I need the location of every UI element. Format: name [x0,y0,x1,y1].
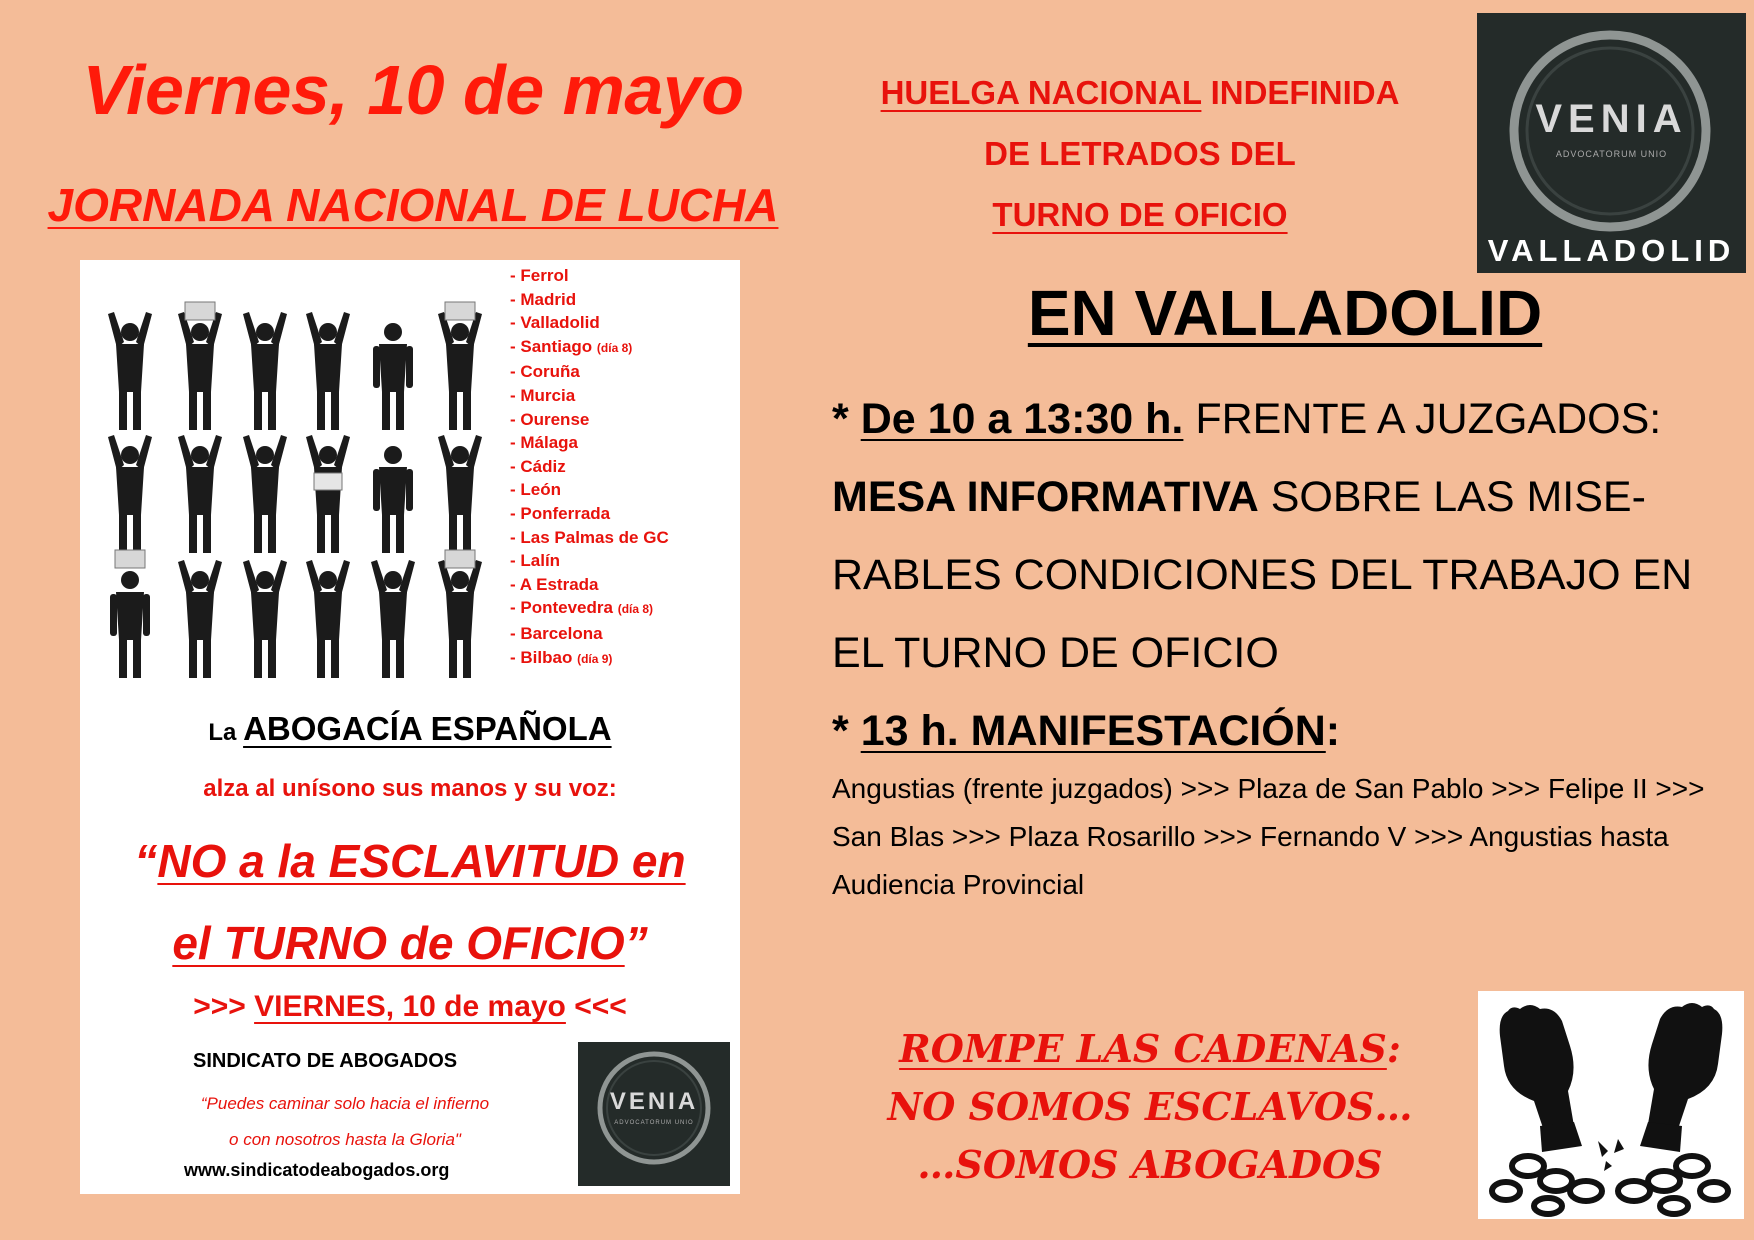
person-silhouette-icon [438,435,482,553]
city-name: - Ourense [510,409,590,429]
city-name: - León [510,480,561,500]
city-name: - Málaga [510,433,579,453]
quote-text-2: el TURNO de OFICIO [172,917,625,969]
abogacia-line [80,710,740,748]
quote-block [80,820,740,984]
person-silhouette-icon [438,550,482,678]
city-name: - Murcia [510,385,576,405]
city-item [510,622,669,646]
motto-line-1: “Puedes caminar solo hacia el infierno [200,1094,490,1113]
city-name: - Cádiz [510,456,566,476]
city-item [510,596,669,622]
small-logo-word: VENIA [609,1088,699,1115]
quote-open: “ [134,835,158,887]
alza-line: alza al unísono sus manos y su voz: [203,775,617,802]
logo-sub: ADVOCATORUM UNIO [1555,149,1668,159]
small-logo-sub: ADVOCATORUM UNIO [614,1120,694,1126]
venia-small-logo [578,1042,730,1186]
abog-main: ABOGACÍA ESPAÑOLA [243,710,612,747]
venia-valladolid-logo [1477,13,1746,273]
city-item [510,573,669,597]
person-silhouette-icon [178,435,222,553]
city-item [510,384,669,408]
person-silhouette-icon [110,550,150,678]
city-name: - Lalín [510,551,561,571]
mesa-informativa: MESA INFORMATIVA [832,473,1259,521]
city-item [510,455,669,479]
strike-line-1 [830,62,1450,123]
main-heading [1000,276,1570,350]
city-name: - Barcelona [510,623,603,643]
quote-line-2 [80,902,740,984]
time-range: De 10 a 13:30 h. [860,395,1184,443]
frente-juzgados: FRENTE A JUZGADOS: [1183,395,1662,443]
city-item [510,549,669,573]
route-line-2: San Blas >>> Plaza Rosarillo >>> Fernando V >>> Angustias hasta [832,821,1669,852]
sindicato: SINDICATO DE ABOGADOS [193,1050,458,1072]
strike-national: HUELGA NACIONAL [880,74,1202,111]
raised-hands-figures [80,260,500,680]
city-note: (día 8) [617,602,654,617]
slogan-colon: : [1386,1026,1401,1071]
logo-city: VALLADOLID [1487,233,1736,268]
city-name: - Madrid [510,289,577,309]
city-item [510,288,669,312]
city-name: - Valladolid [510,313,600,333]
city-note: (día 8) [596,340,633,355]
route-text [832,765,1747,909]
viernes-line [80,990,740,1024]
city-item [510,311,669,335]
broken-chains-image [1478,991,1744,1219]
jornada-title [28,178,798,232]
quote-text-1: NO a la ESCLAVITUD en [157,835,686,887]
strike-turno: TURNO DE OFICIO [992,196,1288,233]
jornada-text: JORNADA NACIONAL DE LUCHA [47,179,779,231]
info-line-1 [832,380,1742,458]
city-item [510,526,669,550]
person-silhouette-icon [371,560,415,678]
info-line-2 [832,458,1742,536]
info-block [832,380,1742,770]
person-silhouette-icon [306,560,350,678]
city-item [510,264,669,288]
strike-line-2: DE LETRADOS DEL [984,135,1296,172]
person-silhouette-icon [438,302,482,430]
person-silhouette-icon [178,560,222,678]
main-heading-text: EN VALLADOLID [1027,277,1543,349]
city-name: - Ferrol [510,266,569,285]
slogan-line-1 [830,1020,1470,1078]
city-item [510,502,669,526]
person-silhouette-icon [243,435,287,553]
city-name: - Santiago [510,336,593,356]
info-line-4: EL TURNO DE OFICIO [832,629,1279,677]
date-title: Viernes, 10 de mayo [82,51,744,129]
slogan-line-3: …SOMOS ABOGADOS [917,1142,1383,1187]
strike-indefinida: INDEFINIDA [1201,74,1400,111]
city-name: - Ponferrada [510,503,611,523]
person-silhouette-icon [306,312,350,430]
city-item [510,431,669,455]
person-silhouette-icon [373,446,413,553]
person-silhouette-icon [373,323,413,430]
person-silhouette-icon [243,560,287,678]
desc-1: SOBRE LAS MISE- [1258,473,1646,521]
motto [155,1086,535,1158]
city-name: - Las Palmas de GC [510,527,669,547]
quote-line-1 [80,820,740,902]
quote-close: ” [624,917,648,969]
logo-word: VENIA [1535,97,1688,141]
city-item [510,478,669,502]
route-line-1: Angustias (frente juzgados) >>> Plaza de San Pablo >>> Felipe II >>> [832,773,1705,804]
info-line-3: RABLES CONDICIONES DEL TRABAJO EN [832,551,1693,599]
city-name: - A Estrada [510,574,599,594]
city-name: - Pontevedra [510,598,613,618]
bullet-star: * [832,395,861,443]
city-item [510,335,669,361]
person-silhouette-icon [108,435,152,553]
person-silhouette-icon [243,312,287,430]
slogan [830,1020,1470,1194]
viernes-post: <<< [565,990,627,1023]
route-line-3: Audiencia Provincial [832,869,1085,900]
person-silhouette-icon [108,312,152,430]
viernes-text: VIERNES, 10 de mayo [254,990,566,1023]
website: www.sindicatodeabogados.org [184,1160,450,1180]
city-note: (día 9) [577,651,613,666]
person-silhouette-icon [178,302,222,430]
city-item [510,360,669,384]
strike-line-3 [830,184,1450,245]
city-name: - Bilbao [510,647,573,667]
colon: : [1325,707,1341,755]
abog-la: La [208,719,244,746]
bullet-star-2: * [832,707,861,755]
info-line-5 [832,692,1742,770]
motto-line-2: o con nosotros hasta la Gloria" [229,1130,461,1149]
city-list [510,264,669,671]
city-item [510,646,669,672]
person-silhouette-icon [306,435,350,553]
strike-heading [830,62,1450,245]
poster [80,260,740,1194]
slogan-cadenas: ROMPE LAS CADENAS [899,1026,1387,1071]
manifestacion: 13 h. MANIFESTACIÓN [860,707,1326,755]
broken-chains-icon [1478,991,1744,1219]
city-item [510,408,669,432]
viernes-pre: >>> [193,990,255,1023]
city-name: - Coruña [510,362,580,382]
slogan-line-2: NO SOMOS ESCLAVOS… [887,1084,1413,1129]
